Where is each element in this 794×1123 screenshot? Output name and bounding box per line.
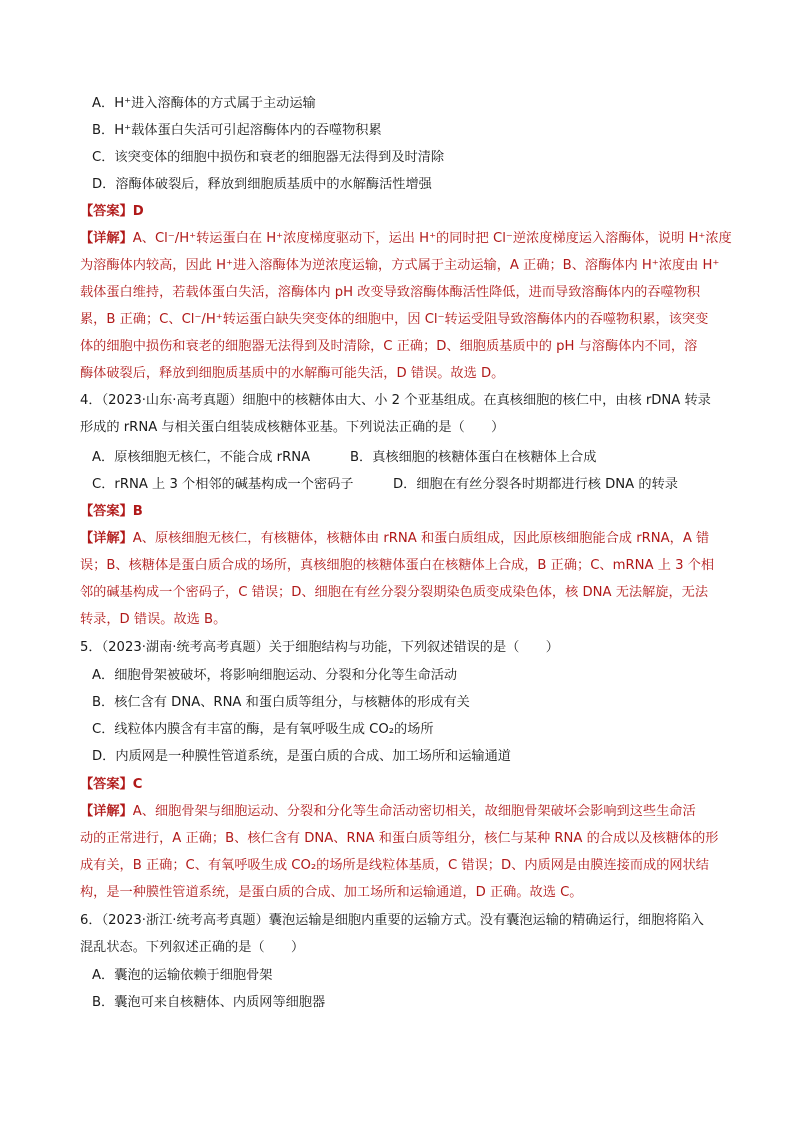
answer-value: C [132, 777, 143, 792]
q4-option-a: A．原核细胞无核仁，不能合成 rRNA [92, 450, 311, 465]
detail-label: 【详解】 [80, 804, 133, 819]
q3-detail-line-2: 为溶酶体内较高，因此 H⁺进入溶酶体为逆浓度运输，方式属于主动运输，A 正确；B、溶酶体内 H⁺浓度由 H⁺ [80, 258, 720, 273]
q4-detail-line-2: 误；B、核糖体是蛋白质合成的场所，真核细胞的核糖体蛋白在核糖体上合成，B 正确；C、mRNA 上 3 个相 [80, 558, 715, 573]
q3-detail-line-1 [80, 230, 732, 248]
detail-text: A、原核细胞无核仁，有核糖体，核糖体由 rRNA 和蛋白质组成，因此原核细胞能合成 rRNA，A 错 [132, 531, 710, 546]
q5-answer [80, 776, 142, 794]
q4-option-c: C．rRNA 上 3 个相邻的碱基构成一个密码子 [92, 477, 354, 492]
answer-label: 【答案】 [80, 204, 133, 219]
q5-option-d: D．内质网是一种膜性管道系统，是蛋白质的合成、加工场所和运输通道 [92, 749, 511, 764]
q6-stem-line-2: 混乱状态。下列叙述正确的是（ ） [80, 940, 305, 955]
q4-answer [80, 503, 143, 521]
q3-option-b: B．H⁺载体蛋白失活可引起溶酶体内的吞噬物积累 [92, 123, 382, 138]
q4-stem-line-2: 形成的 rRNA 与相关蛋白组装成核糖体亚基。下列说法正确的是（ ） [80, 420, 505, 435]
q3-detail-line-6: 酶体破裂后，释放到细胞质基质中的水解酶可能失活，D 错误。故选 D。 [80, 366, 505, 381]
q3-option-c: C．该突变体的细胞中损伤和衰老的细胞器无法得到及时清除 [92, 150, 445, 165]
q5-detail-line-1 [80, 803, 696, 821]
detail-text: A、细胞骨架与细胞运动、分裂和分化等生命活动密切相关，故细胞骨架破坏会影响到这些生命活 [132, 804, 696, 819]
q3-option-d: D．溶酶体破裂后，释放到细胞质基质中的水解酶活性增强 [92, 177, 432, 192]
detail-text: A、Cl⁻/H⁺转运蛋白在 H⁺浓度梯度驱动下，运出 H⁺的同时把 Cl⁻逆浓度梯度运入溶酶体，说明 H⁺浓度 [132, 231, 732, 246]
q5-option-b: B．核仁含有 DNA、RNA 和蛋白质等组分，与核糖体的形成有关 [92, 695, 470, 710]
answer-label: 【答案】 [80, 777, 133, 792]
q5-detail-line-3: 成有关，B 正确；C、有氧呼吸生成 CO₂的场所是线粒体基质，C 错误；D、内质网是由膜连接而成的网状结 [80, 858, 709, 873]
q5-option-c: C．线粒体内膜含有丰富的酶，是有氧呼吸生成 CO₂的场所 [92, 722, 434, 737]
q4-detail-line-1 [80, 530, 709, 548]
answer-value: B [132, 504, 143, 519]
q5-option-a: A．细胞骨架被破坏，将影响细胞运动、分裂和分化等生命活动 [92, 668, 458, 683]
q3-detail-line-5: 体的细胞中损伤和衰老的细胞器无法得到及时清除，C 正确；D、细胞质基质中的 pH 与溶酶体内不同，溶 [80, 339, 698, 354]
q3-detail-line-4: 累，B 正确；C、Cl⁻/H⁺转运蛋白缺失突变体的细胞中，因 Cl⁻转运受阻导致溶酶体内的吞噬物积累，该突变 [80, 312, 709, 327]
answer-value: D [132, 204, 144, 219]
q4-option-b: B．真核细胞的核糖体蛋白在核糖体上合成 [350, 450, 597, 465]
q6-option-a: A．囊泡的运输依赖于细胞骨架 [92, 968, 273, 983]
q6-option-b: B．囊泡可来自核糖体、内质网等细胞器 [92, 995, 326, 1010]
q3-option-a: A．H⁺进入溶酶体的方式属于主动运输 [92, 96, 316, 111]
answer-label: 【答案】 [80, 504, 133, 519]
q5-detail-line-2: 动的正常进行，A 正确；B、核仁含有 DNA、RNA 和蛋白质等组分，核仁与某种 RNA 的合成以及核糖体的形 [80, 831, 719, 846]
detail-label: 【详解】 [80, 531, 133, 546]
q4-detail-line-3: 邻的碱基构成一个密码子，C 错误；D、细胞在有丝分裂分裂期染色质变成染色体，核 DNA 无法解旋，无法 [80, 585, 709, 600]
q3-answer [80, 203, 144, 221]
q5-stem: 5．（2023·湖南·统考高考真题）关于细胞结构与功能，下列叙述错误的是（ ） [80, 640, 559, 655]
detail-label: 【详解】 [80, 231, 133, 246]
q6-stem-line-1: 6．（2023·浙江·统考高考真题）囊泡运输是细胞内重要的运输方式。没有囊泡运输的精确运行，细胞将陷入 [80, 913, 704, 928]
q4-detail-line-4: 转录，D 错误。故选 B。 [80, 612, 227, 627]
q3-detail-line-3: 载体蛋白维持，若载体蛋白失活，溶酶体内 pH 改变导致溶酶体酶活性降低，进而导致溶酶体内的吞噬物积 [80, 285, 701, 300]
q4-option-d: D．细胞在有丝分裂各时期都进行核 DNA 的转录 [393, 477, 678, 492]
q4-stem-line-1: 4．（2023·山东·高考真题）细胞中的核糖体由大、小 2 个亚基组成。在真核细胞的核仁中，由核 rDNA 转录 [80, 393, 711, 408]
q5-detail-line-4: 构，是一种膜性管道系统，是蛋白质的合成、加工场所和运输通道，D 正确。故选 C。 [80, 885, 583, 900]
